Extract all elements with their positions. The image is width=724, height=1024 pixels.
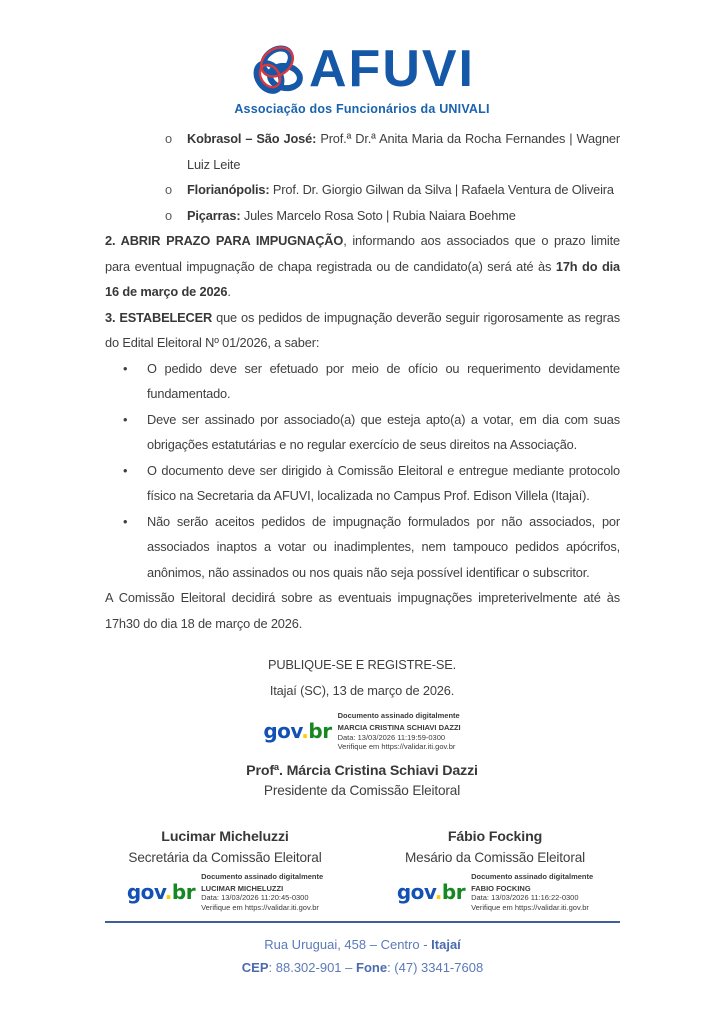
rule-text: Deve ser assinado por associado(a) que esteja apto(a) a votar, em dia com suas obrigações estatutárias e no regular exercício de seus direitos na Associação. [147,411,620,452]
page-footer [105,921,620,979]
list-item [105,458,620,509]
footer-divider [105,921,620,923]
section-2-paragraph: 2. ABRIR PRAZO PARA IMPUGNAÇÃO, informando aos associados que o prazo limite para eventual impugnação de chapa registrada ou de candidato(a) será até às 17h do dia 16 de março de 2026. [105,233,620,299]
signer-role: Presidente da Comissão Eleitoral [263,782,461,798]
stamp-date: Data: 13/03/2026 11:19:59-0300 [337,732,446,742]
location-label: Kobrasol – São José: [187,131,317,146]
digital-signature-stamp-right [397,872,593,913]
signature-block-president [0,761,724,801]
stamp-signer-name: LUCIMAR MICHELUZZI [201,883,284,893]
dot-bullet: • [123,462,128,478]
signature-block-secretary [90,827,360,913]
circle-bullet: o [165,207,172,223]
signer-name: Fábio Focking [447,828,543,845]
logo-tagline: Associação dos Funcionários da UNIVALI [234,102,490,116]
stamp-date: Data: 13/03/2026 11:16:22-0300 [471,893,579,902]
circle-bullet: o [165,182,172,197]
location-label: Florianópolis: [187,182,270,197]
footer-address: Rua Uruguai, 458 – Centro - Itajaí [264,937,461,952]
stamp-header: Documento assinado digitalmente [337,711,460,720]
list-item [105,407,620,458]
stamp-verify-url: Verifique em https://validar.iti.gov.br [337,742,456,751]
stamp-header: Documento assinado digitalmente [201,871,324,881]
document-body [0,116,724,636]
date-line: Itajaí (SC), 13 de março de 2026. [269,683,455,698]
location-text: Jules Marcelo Rosa Soto | Rubia Naiara Boehme [240,207,516,223]
deadline-bold: 17h do dia 16 de março de 2026 [105,258,620,299]
location-text: Prof. Dr. Giorgio Gilwan da Silva | Rafaela Ventura de Oliveira [269,182,614,197]
afuvi-knot-icon [249,40,305,100]
footer-contact: CEP: 88.302-901 – Fone: (47) 3341-7608 [241,960,484,975]
section-3-paragraph: 3. ESTABELECER que os pedidos de impugnação deverão seguir rigorosamente as regras do Edital Eleitoral Nº 01/2026, a saber: [105,309,620,350]
list-item [105,203,620,229]
location-label: Piçarras: [187,207,241,223]
signer-role: Secretária da Comissão Eleitoral [128,849,322,865]
impugnation-rules-list [105,356,620,586]
logo-wordmark: AFUVI [309,40,475,99]
signer-role: Mesário da Comissão Eleitoral [405,849,585,865]
dot-bullet: • [123,513,128,529]
stamp-signer-name: MARCIA CRISTINA SCHIAVI DAZZI [337,723,461,732]
header-logo [0,0,724,116]
circle-bullet: o [165,131,172,146]
location-text: Prof.ª Dr.ª Anita Maria da Rocha Fernandes | Wagner Luiz Leite [187,131,620,172]
list-item [105,509,620,586]
list-item [105,177,620,203]
rule-text: O pedido deve ser efetuado por meio de ofício ou requerimento devidamente fundamentado. [147,360,620,401]
signature-area [0,652,724,912]
stamp-header: Documento assinado digitalmente [471,871,594,881]
list-item [105,126,620,177]
govbr-logo: gov.br [263,719,332,744]
signature-block-teller [360,827,630,913]
dot-bullet: • [123,360,128,376]
stamp-verify-url: Verifique em https://validar.iti.gov.br [471,902,589,912]
publish-line: PUBLIQUE-SE E REGISTRE-SE. [267,657,457,672]
dot-bullet: • [123,411,128,427]
closing-paragraph: A Comissão Eleitoral decidirá sobre as eventuais impugnações impreterivelmente até às 17h30 do dia 18 de março de 2026. [105,590,620,631]
stamp-verify-url: Verifique em https://validar.iti.gov.br [201,902,319,912]
rule-text: Não serão aceitos pedidos de impugnação formulados por não associados, por associados inaptos a votar ou inadimplentes, nem tampouco pedidos apócrifos, anônimos, não assinados ou nos quais não seja possível identificar o subscritor. [147,513,620,580]
digital-signature-stamp-main [263,711,460,752]
list-item [105,356,620,407]
govbr-logo: gov.br [126,879,196,904]
polling-locations-list [105,126,620,228]
govbr-logo: gov.br [396,879,466,904]
section-2-heading: 2. ABRIR PRAZO PARA IMPUGNAÇÃO [105,233,344,248]
signer-name: Profª. Márcia Cristina Schiavi Dazzi [246,762,478,779]
signer-name: Lucimar Micheluzzi [161,828,289,845]
stamp-date: Data: 13/03/2026 11:20:45-0300 [201,893,309,902]
digital-signature-stamp-left [127,872,323,913]
stamp-signer-name: FABIO FOCKING [471,883,531,893]
section-3-heading: 3. ESTABELECER [105,309,213,325]
rule-text: O documento deve ser dirigido à Comissão Eleitoral e entregue mediante protocolo físico na Secretaria da AFUVI, localizada no Campus Prof. Edison Villela (Itajaí). [147,462,620,503]
